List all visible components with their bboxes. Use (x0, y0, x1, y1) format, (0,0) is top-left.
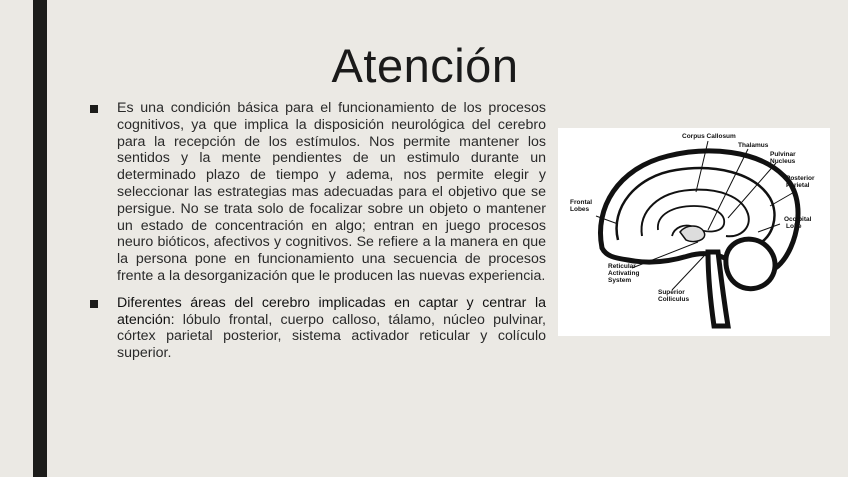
bullet-text: Es una condición básica para el funcionamiento de los procesos cognitivos, ya que implica la disposición neurológica del cerebro para la recepción de los estímulos. Nos permite mantener los sentidos y la mente pendientes de un estimulo durante un determinado plazo de tiempo y adema, nos permite elegir y seleccionar las estrategias mas adecuadas para el objetivo que se persigue. No se trata solo de focalizar sobre un objeto o mantener un estado de concentración en algo; entran en juego procesos neuro bióticos, afectivos y cognitivos. Se refiere a la manera en que la persona pone en funcionamiento una secuencia de procesos frente a la desorganización que le producen las nuevas experiencia. (117, 100, 546, 284)
cerebellum-shape (726, 239, 775, 289)
label-frontal-1: Frontal (570, 199, 593, 206)
label-posterior-1: Posterior (786, 175, 815, 182)
label-superior-2: Colliculus (658, 296, 690, 303)
bullet-lead: Diferentes áreas del cerebro implicadas en captar y centrar la atención: (117, 294, 546, 328)
slide-title: Atención (331, 39, 519, 92)
label-frontal-2: Lobes (570, 206, 590, 213)
label-pulvinar-2: Nucleus (770, 158, 796, 165)
bullet-item-1 (90, 100, 546, 285)
label-occipital-2: Lobe (786, 223, 802, 230)
bullet-item-2 (90, 295, 546, 362)
slide-content (90, 100, 546, 372)
label-corpus-callosum: Corpus Callosum (682, 133, 736, 140)
label-reticular-2: Activating (608, 270, 640, 277)
label-superior-1: Superior (658, 289, 685, 296)
label-occipital-1: Occipital (784, 216, 812, 223)
label-pulvinar-1: Pulvinar (770, 151, 796, 158)
left-accent-bar (33, 0, 47, 477)
label-posterior-2: Parietal (786, 182, 810, 189)
brain-diagram (558, 128, 830, 336)
label-reticular-1: Reticular (608, 263, 636, 270)
label-thalamus: Thalamus (738, 142, 769, 149)
bullet-square-icon (90, 105, 98, 113)
bullet-square-icon (90, 300, 98, 308)
label-reticular-3: System (608, 277, 632, 284)
bullet-text: lóbulo frontal, cuerpo calloso, tálamo, núcleo pulvinar, córtex parietal posterior, sistema activador reticular y colículo superior. (117, 311, 546, 362)
brain-diagram-svg (558, 128, 830, 336)
